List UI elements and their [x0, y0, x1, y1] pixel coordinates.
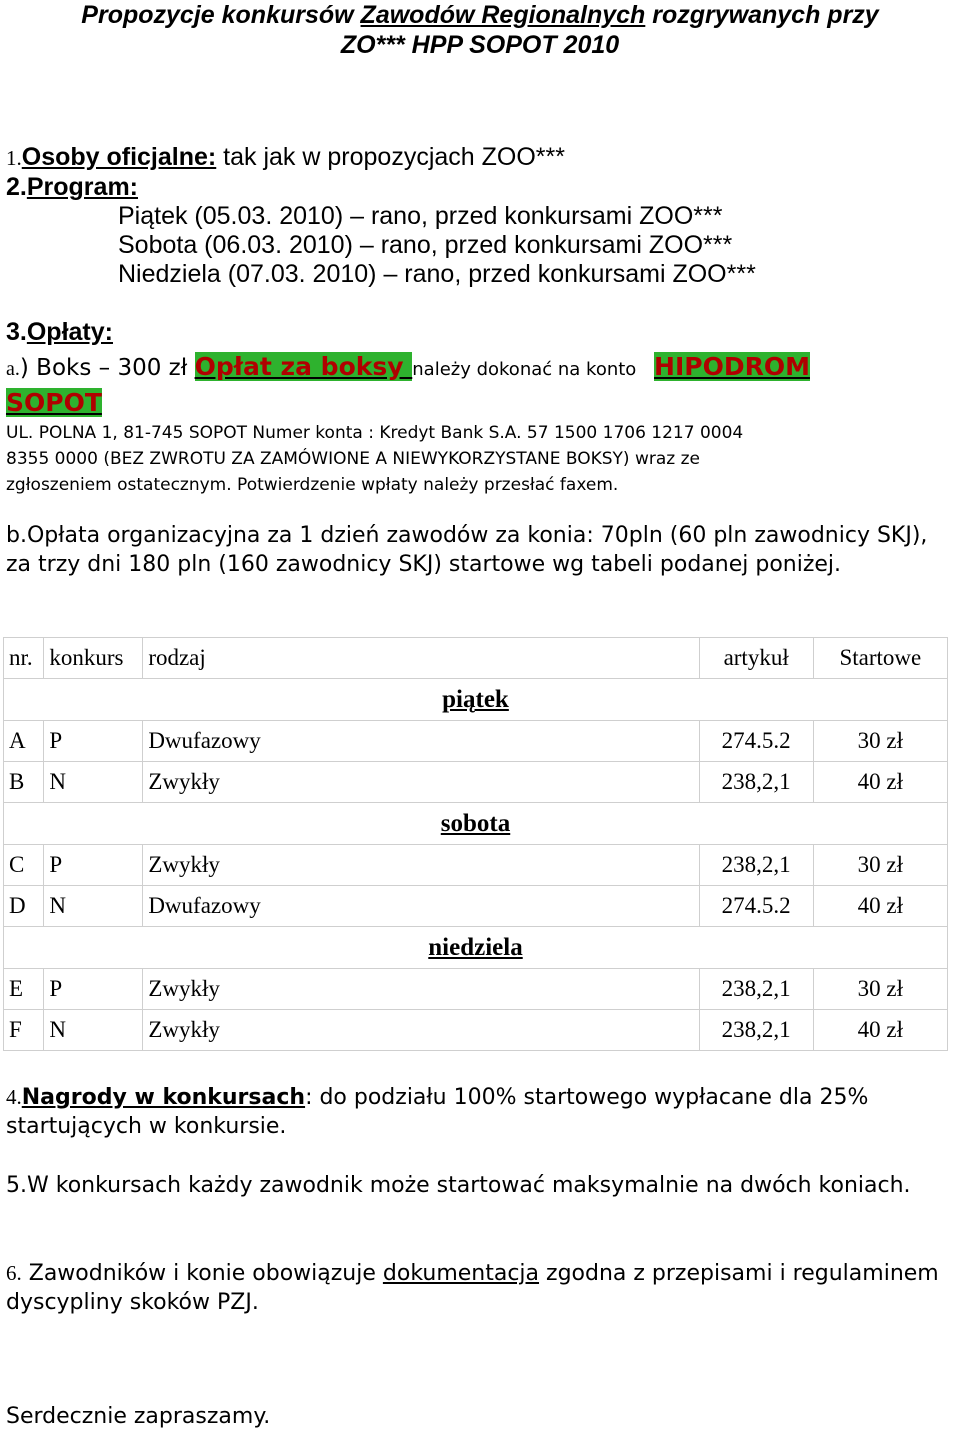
closing-text: Serdecznie zapraszamy.	[6, 1404, 271, 1429]
table-day-row	[4, 927, 948, 969]
section-text: tak jak w propozycjach ZOO***	[216, 143, 565, 171]
table-row: F N Zwykły 238,2,1 40 zł	[4, 1010, 948, 1051]
documentation-link[interactable]: dokumentacja	[382, 1261, 540, 1286]
program-item-sunday: Niedziela (07.03. 2010) – rano, przed konkursami ZOO***	[118, 260, 756, 288]
header-cell: Startowe	[813, 638, 947, 679]
account-city-line	[6, 388, 102, 417]
organizational-fee-paragraph: b.Opłata organizacyjna za 1 dzień zawodów za konia: 70pln (60 pln zawodnicy SKJ), za trzy dni 180 pln (160 zawodnicy SKJ) startowe wg tabeli podanej poniżej.	[6, 523, 928, 577]
table-row: D N Dwufazowy 274.5.2 40 zł	[4, 886, 948, 927]
fees-table	[3, 637, 948, 1051]
section-label: Program:	[26, 173, 138, 201]
table-row: E P Zwykły 238,2,1 30 zł	[4, 969, 948, 1010]
header-cell: nr.	[4, 638, 44, 679]
table-day-row	[4, 679, 948, 721]
day-label: piątek	[4, 679, 948, 721]
section-label: Opłaty:	[26, 318, 113, 346]
table-header-row	[4, 638, 948, 679]
section-1	[6, 143, 565, 172]
section-6: 6. Zawodników i konie obowiązuje dokumentacja zgodna z przepisami i regulaminem dyscypliny skoków PZJ.	[6, 1261, 939, 1315]
fee-boxes-line: a.) Boks – 300 zł Opłat za boksy należy dokonać na konto HIPODROM	[6, 352, 810, 381]
section-label: Nagrody w konkursach	[21, 1085, 306, 1110]
section-5: 5.W konkursach każdy zawodnik może startować maksymalnie na dwóch koniach.	[6, 1173, 911, 1198]
section-4: 4.Nagrody w konkursach: do podziału 100% startowego wypłacane dla 25% startujących w konkursie.	[6, 1085, 869, 1139]
bank-line-1: UL. POLNA 1, 81-745 SOPOT Numer konta : Kredyt Bank S.A. 57 1500 1706 1217 0004	[6, 423, 744, 443]
header-cell: konkurs	[44, 638, 143, 679]
table-row: A P Dwufazowy 274.5.2 30 zł	[4, 721, 948, 762]
header-cell: artykuł	[699, 638, 813, 679]
section-label: Osoby oficjalne:	[21, 143, 217, 171]
section-number: 1.	[6, 146, 22, 170]
day-label: sobota	[4, 803, 948, 845]
title-line-2: ZO*** HPP SOPOT 2010	[340, 31, 620, 59]
table-day-row	[4, 803, 948, 845]
title-line-1: Propozycje konkursów Zawodów Regionalnych rozgrywanych przy	[81, 1, 879, 29]
document-title	[0, 0, 960, 60]
program-item-saturday: Sobota (06.03. 2010) – rano, przed konkursami ZOO***	[118, 231, 733, 259]
section-2-heading: 2.Program:	[6, 173, 138, 201]
day-label: niedziela	[4, 927, 948, 969]
title-link[interactable]: Zawodów Regionalnych	[360, 1, 646, 29]
program-item-friday: Piątek (05.03. 2010) – rano, przed konkursami ZOO***	[118, 202, 723, 230]
account-city-highlight: SOPOT	[6, 388, 102, 417]
section-3-heading: 3.Opłaty:	[6, 318, 113, 346]
bank-line-3: zgłoszeniem ostatecznym. Potwierdzenie wpłaty należy przesłać faxem.	[6, 475, 619, 495]
bank-line-2: 8355 0000 (BEZ ZWROTU ZA ZAMÓWIONE A NIEWYKORZYSTANE BOKSY) wraz ze	[6, 449, 700, 469]
box-fee-highlight: Opłat za boksy	[194, 352, 413, 381]
table-row: C P Zwykły 238,2,1 30 zł	[4, 845, 948, 886]
header-cell: rodzaj	[143, 638, 699, 679]
table-row: B N Zwykły 238,2,1 40 zł	[4, 762, 948, 803]
account-name-highlight: HIPODROM	[654, 352, 810, 381]
